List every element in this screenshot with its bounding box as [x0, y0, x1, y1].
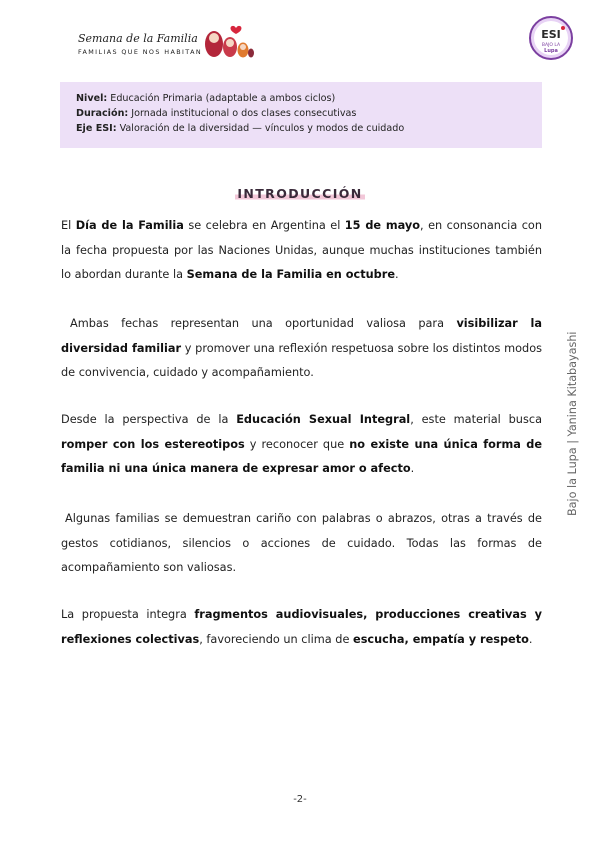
section-title: INTRODUCCIÓN [237, 186, 363, 201]
svg-text:ESI: ESI [541, 28, 561, 41]
paragraph-5: La propuesta integra fragmentos audiovisuales, producciones creativas y reflexiones colectivas, favoreciendo un clima de escucha, empatía y respeto. [61, 608, 542, 646]
info-nivel: Nivel: Educación Primaria (adaptable a ambos ciclos) [76, 93, 336, 104]
page-number: -2- [293, 794, 307, 805]
side-author-text: Bajo la Lupa | Yanina Kitabayashi [566, 331, 579, 516]
brand-subtitle: FAMILIAS QUE NOS HABITAN [78, 48, 203, 56]
paragraph-4: Algunas familias se demuestran cariño con palabras o abrazos, otras a través de gestos cotidianos, silencios o acciones de cuidado. Todas las formas de acompañamiento son valiosas. [61, 512, 542, 574]
info-box [60, 82, 542, 148]
info-eje: Eje ESI: Valoración de la diversidad — vínculos y modos de cuidado [76, 123, 405, 134]
header-brand [78, 22, 278, 66]
side-author-credit [556, 330, 588, 520]
svg-text:BAJO LA: BAJO LA [541, 43, 561, 48]
info-duracion: Duración: Jornada institucional o dos clases consecutivas [76, 108, 357, 119]
esi-bajo-la-lupa-badge-icon [529, 16, 573, 60]
paragraph-2: Ambas fechas representan una oportunidad valiosa para visibilizar la diversidad familiar y promover una reflexión respetuosa sobre los distintos modos de convivencia, cuidado y acompañamiento. [61, 317, 542, 379]
matryoshka-dolls-icon [202, 22, 254, 60]
paragraph-1: El Día de la Familia se celebra en Argentina el 15 de mayo, en consonancia con la fecha propuesta por las Naciones Unidas, aunque muchas instituciones también lo abordan durante la Semana de la Familia en octubre. [61, 219, 542, 281]
svg-text:Lupa: Lupa [544, 48, 558, 54]
paragraph-3: Desde la perspectiva de la Educación Sexual Integral, este material busca romper con los estereotipos y reconocer que no existe una única forma de familia ni una única manera de expresar amor o afecto. [61, 413, 543, 475]
brand-title: Semana de la Familia [78, 32, 198, 45]
